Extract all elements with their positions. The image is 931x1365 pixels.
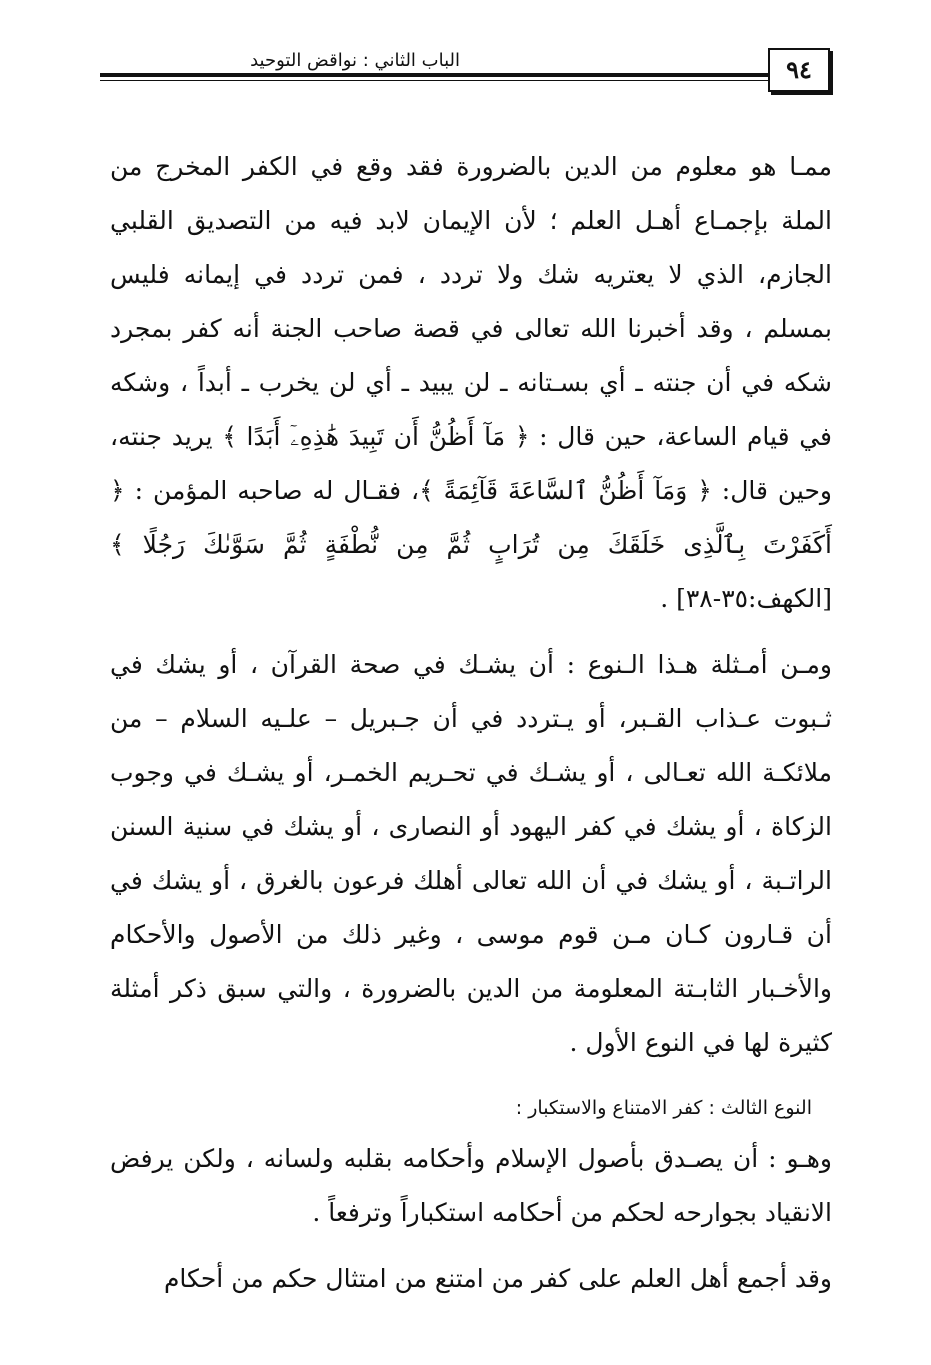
paragraph-3: وهـو : أن يصـدق بأصول الإسلام وأحكامه بقلبه ولسانه ، ولكن يرفض الانقياد بجوارحه لحكم من أحكامه استكباراً وترفعاً .	[110, 1144, 832, 1227]
header-rule-thick	[100, 73, 830, 77]
paragraph-4: وقد أجمع أهل العلم على كفر من امتنع من امتثال حكم من أحكام	[163, 1264, 832, 1293]
header-rule-thin	[100, 80, 830, 81]
section-heading: النوع الثالث : كفر الامتناع والاستكبار :	[515, 1097, 812, 1119]
chapter-title: الباب الثاني : نواقض التوحيد	[250, 50, 460, 71]
page-header	[100, 44, 830, 104]
page-body	[110, 140, 832, 1306]
page-number: ٩٤	[768, 48, 830, 92]
paragraph-1: ممـا هو معلوم من الدين بالضرورة فقد وقع في الكفر المخرج من الملة بإجمـاع أهـل العلم ؛ لأن الإيمان لابد فيه من التصديق القلبي الجازم، الذي لا يعتريه شك ولا تردد ، فمن تردد في إيمانه فليس بمسلم ، وقد أخبرنا الله تعالى في قصة صاحب الجنة أنه كفر بمجرد شكه في أن جنته ـ أي بسـتانه ـ لن يبيد ـ أي لن يخرب ـ أبداً ، وشكه في قيام الساعة، حين قال : ﴿ مَآ أَظُنُّ أَن تَبِيدَ هَٰذِهِۦٓ أَبَدًا ﴾ يريد جنته، وحين قال: ﴿ وَمَآ أَظُنُّ ٱلسَّاعَةَ قَآئِمَةً ﴾، فقـال له صاحبه المؤمن : ﴿ أَكَفَرْتَ بِٱلَّذِى خَلَقَكَ مِن تُرَابٍ ثُمَّ مِن نُّطْفَةٍ ثُمَّ سَوَّىٰكَ رَجُلًا ﴾ [الكهف:٣٥-٣٨] .	[110, 152, 832, 613]
paragraph-2: ومـن أمـثلة هـذا الـنوع : أن يشـك في صحة القرآن ، أو يشك في ثـبوت عـذاب القـبر، أو يـتردد في أن جـبريل – علـيه السلام – من ملائكـة الله تعـالى ، أو يشـك في تحـريم الخمـر، أو يشـك في وجوب الزكاة ، أو يشك في كفر اليهود أو النصارى ، أو يشك في سنية السنن الراتـبة ، أو يشك في أن الله تعالى أهلك فرعون بالغرق ، أو يشك في أن قـارون كـان مـن قوم موسى ، وغير ذلك من الأصول والأحكام والأخـبار الثابـتة المعلومة من الدين بالضرورة ، والتي سبق ذكر أمثلة كثيرة لها في النوع الأول .	[110, 650, 832, 1057]
